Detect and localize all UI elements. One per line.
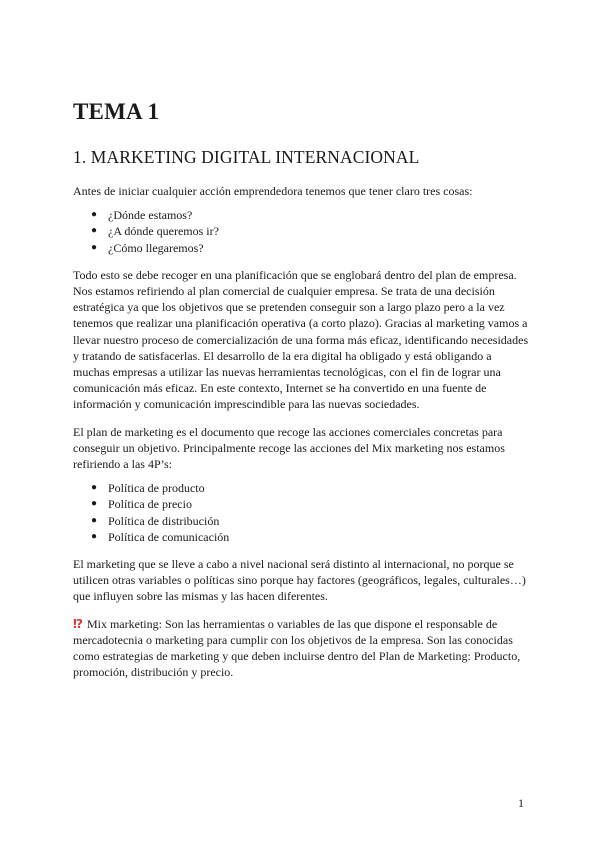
page-number: 1 <box>518 796 524 810</box>
body-paragraph-international: El marketing que se lleve a cabo a nivel nacional será distinto al internacional, no porque se utilicen otras variables o políticas sino porque hay factores (geográficos, legales, culturales…) que influyen sobre las mismas y las hacen diferentes. <box>73 557 526 604</box>
list-item-text: ¿Dónde estamos? <box>108 208 193 223</box>
list-item <box>91 529 529 545</box>
list-item-text: ¿A dónde queremos ir? <box>108 224 219 239</box>
list-item-text: Política de distribución <box>108 513 220 528</box>
list-item <box>91 240 529 256</box>
bullet-icon: ● <box>91 209 98 221</box>
body-paragraph-planning: Todo esto se debe recoger en una planificación que se englobará dentro del plan de empresa. Nos estamos refiriendo al plan comercial de cualquier empresa. Se trata de una decisión estratégica ya que los objetivos que se pretenden conseguir son a largo plazo pero a la vez tenemos que realizar una planificación operativa (a corto plazo). Gracias al marketing vamos a llevar nuestro proceso de comercialización de una forma más eficaz, identificando necesidades y tratando de satisfacerlas. El desarrollo de la era digital ha obligado y está obligando a muchas empresas a utilizar las nuevas herramientas tecnológicas, con el fin de lograr una comunicación más eficaz. En este contexto, Internet se ha convertido en una fuente de información y comunicación imprescindible para las nuevas sociedades. <box>73 267 529 412</box>
bullet-icon: ● <box>91 225 98 237</box>
list-item-text: ¿Cómo llegaremos? <box>108 240 204 255</box>
list-item <box>91 207 529 223</box>
mix-marketing-note <box>73 616 529 681</box>
bullet-icon: ● <box>91 514 98 526</box>
bullet-icon: ● <box>91 530 98 542</box>
interrobang-icon: ⁉ <box>73 616 83 631</box>
body-paragraph-marketing-plan: El plan de marketing es el documento que recoge las acciones comerciales concretas para conseguir un objetivo. Principalmente recoge las acciones del Mix marketing nos estamos refiriendo a las 4P’s: <box>73 424 505 472</box>
list-item <box>91 513 529 529</box>
list-item-text: Política de precio <box>108 497 192 512</box>
list-item <box>91 480 529 496</box>
list-item-text: Política de comunicación <box>108 529 230 544</box>
bullet-icon: ● <box>91 498 98 510</box>
note-text: Mix marketing: Son las herramientas o variables de las que dispone el responsable de mercadotecnia o marketing para cumplir con los objetivos de la empresa. Son las conocidas como estrategias de marketing y que deben incluirse dentro del Plan de Marketing: Producto, promoción, distribución y precio. <box>73 616 521 680</box>
page-content <box>73 98 529 680</box>
bullet-icon: ● <box>91 482 98 494</box>
questions-list <box>73 207 529 256</box>
policies-list <box>73 480 529 545</box>
page-title: TEMA 1 <box>73 99 160 124</box>
list-item-text: Política de producto <box>108 481 205 496</box>
list-item <box>91 223 529 239</box>
list-item <box>91 496 529 512</box>
intro-paragraph: Antes de iniciar cualquier acción emprendedora tenemos que tener claro tres cosas: <box>73 184 473 198</box>
section-heading: 1. MARKETING DIGITAL INTERNACIONAL <box>73 147 420 167</box>
bullet-icon: ● <box>91 241 98 253</box>
